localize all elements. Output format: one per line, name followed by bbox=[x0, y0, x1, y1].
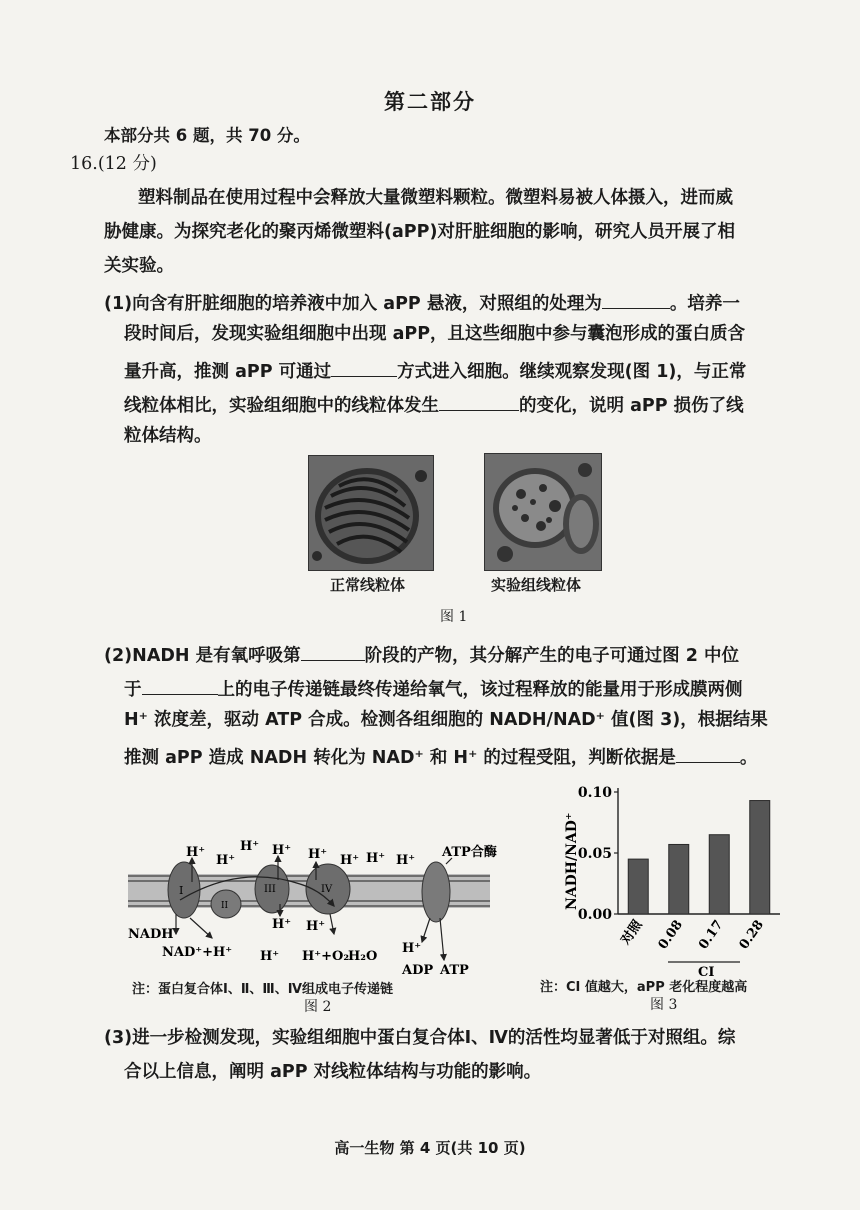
p1-line-1 bbox=[104, 288, 740, 316]
complex-4-label: IV bbox=[321, 884, 333, 895]
p2-text-d: 上的电子传递链最终传递给氧气，该过程释放的能量用于形成膜两侧 bbox=[217, 680, 743, 700]
experimental-mitochondria-label: 实验组线粒体 bbox=[491, 576, 582, 594]
bar-2 bbox=[669, 844, 689, 914]
figure-2-caption: 图 2 bbox=[304, 999, 332, 1015]
h-ion-label: H⁺ bbox=[216, 853, 236, 868]
h-ion-label: H⁺ bbox=[396, 853, 416, 868]
answer-blank-evidence[interactable] bbox=[676, 742, 740, 763]
p1-line-3 bbox=[124, 356, 746, 384]
intro-line-2: 胁健康。为探究老化的聚丙烯微塑料(aPP)对肝脏细胞的影响，研究人员开展了相 bbox=[104, 222, 735, 242]
p2-line-3: H⁺ 浓度差，驱动 ATP 合成。检测各组细胞的 NADH/NAD⁺ 值(图 3)，根据结果 bbox=[124, 710, 768, 730]
y-tick-label: 0.05 bbox=[577, 846, 612, 862]
h-ion-label: H⁺ bbox=[272, 917, 292, 932]
p2-line-1 bbox=[104, 640, 739, 668]
y-tick-label: 0.10 bbox=[577, 785, 612, 801]
answer-blank-respiration-stage[interactable] bbox=[301, 640, 365, 661]
h-ion-label: H⁺ bbox=[240, 839, 260, 854]
answer-blank-entry-method[interactable] bbox=[331, 356, 397, 377]
p2-text-a: (2)NADH 是有氧呼吸第 bbox=[104, 646, 301, 666]
p2-text-g: 。 bbox=[739, 748, 758, 768]
complex-1-shape bbox=[168, 862, 200, 918]
answer-blank-location[interactable] bbox=[142, 674, 218, 695]
page-footer: 高一生物 第 4 页(共 10 页) bbox=[334, 1139, 526, 1157]
atp-label: ATP bbox=[440, 963, 469, 978]
nadh-label: NADH bbox=[128, 927, 174, 942]
part-title: 第二部分 bbox=[384, 90, 476, 114]
bar-1 bbox=[628, 859, 648, 914]
p1-text-b: 。培养一 bbox=[669, 294, 740, 314]
y-tick-label: 0.00 bbox=[577, 907, 612, 923]
p2-text-b: 阶段的产物，其分解产生的电子可通过图 2 中位 bbox=[364, 646, 740, 666]
p3-line-1: (3)进一步检测发现，实验组细胞中蛋白复合体Ⅰ、Ⅳ的活性均显著低于对照组。综 bbox=[104, 1028, 736, 1048]
intro-line-1: 塑料制品在使用过程中会释放大量微塑料颗粒。微塑料易被人体摄入，进而威 bbox=[138, 188, 733, 208]
figure-2-note: 注：蛋白复合体Ⅰ、Ⅱ、Ⅲ、Ⅳ组成电子传递链 bbox=[132, 982, 393, 997]
h-o2-label: H⁺+O₂ bbox=[302, 949, 350, 964]
x-tick-label: 对照 bbox=[618, 917, 646, 948]
h-ion-label: H⁺ bbox=[402, 941, 422, 956]
answer-blank-mitochondria-change[interactable] bbox=[439, 390, 519, 411]
p1-line-2: 段时间后，发现实验组细胞中出现 aPP，且这些细胞中参与囊泡形成的蛋白质含 bbox=[124, 324, 746, 344]
complex-1-label: I bbox=[179, 884, 184, 897]
p1-text-f: 线粒体相比，实验组细胞中的线粒体发生 bbox=[124, 396, 439, 416]
question-points: (12 分) bbox=[97, 154, 157, 174]
h2o-label: H₂O bbox=[348, 949, 378, 964]
complex-2-label: II bbox=[221, 901, 229, 911]
figure-1-caption: 图 1 bbox=[440, 609, 468, 625]
h-ion-label: H⁺ bbox=[306, 919, 326, 934]
h-ion-label: H⁺ bbox=[366, 851, 386, 866]
h-ion-label: H⁺ bbox=[260, 949, 280, 964]
answer-blank-control-treatment[interactable] bbox=[602, 288, 670, 309]
p1-text-a: (1)向含有肝脏细胞的培养液中加入 aPP 悬液，对照组的处理为 bbox=[104, 294, 602, 314]
figure-3-caption: 图 3 bbox=[650, 997, 678, 1013]
bar-3 bbox=[709, 835, 729, 914]
p2-line-2 bbox=[124, 674, 743, 702]
part-note: 本部分共 6 题，共 70 分。 bbox=[104, 126, 310, 145]
question-number: 16. bbox=[70, 154, 98, 174]
electron-transport-chain-diagram bbox=[120, 834, 500, 984]
figure-3-note: 注：CI 值越大，aPP 老化程度越高 bbox=[540, 980, 748, 995]
normal-mitochondria-photo bbox=[308, 455, 434, 571]
h-ion-label: H⁺ bbox=[272, 843, 292, 858]
question-header bbox=[70, 152, 157, 176]
p2-text-c: 于 bbox=[124, 680, 142, 700]
p2-line-4 bbox=[124, 742, 757, 770]
adp-label: ADP bbox=[402, 963, 434, 978]
x-tick-label: 0.08 bbox=[655, 917, 687, 953]
p3-line-2: 合以上信息，阐明 aPP 对线粒体结构与功能的影响。 bbox=[124, 1062, 542, 1082]
atp-synthase-label: ATP合酶 bbox=[442, 845, 497, 860]
chart-x-axis-label: CI bbox=[698, 965, 715, 980]
atp-synthase-shape bbox=[422, 862, 450, 922]
chart-y-axis-label: NADH/NAD⁺ bbox=[564, 812, 580, 910]
experimental-mitochondria-photo bbox=[484, 453, 602, 571]
p1-text-d: 量升高，推测 aPP 可通过 bbox=[124, 362, 332, 382]
p1-line-5: 粒体结构。 bbox=[124, 426, 212, 446]
nadh-ratio-bar-chart bbox=[550, 770, 790, 980]
p1-line-4 bbox=[124, 390, 744, 418]
h-ion-label: H⁺ bbox=[186, 845, 206, 860]
p1-text-e: 方式进入细胞。继续观察发现(图 1)，与正常 bbox=[397, 362, 747, 382]
intro-line-3: 关实验。 bbox=[104, 256, 174, 276]
h-ion-label: H⁺ bbox=[308, 847, 328, 862]
normal-mitochondria-label: 正常线粒体 bbox=[330, 576, 406, 594]
p2-text-f: 推测 aPP 造成 NADH 转化为 NAD⁺ 和 H⁺ 的过程受阻，判断依据是 bbox=[124, 748, 676, 768]
complex-3-label: III bbox=[264, 884, 276, 895]
p1-text-g: 的变化，说明 aPP 损伤了线 bbox=[519, 396, 744, 416]
bar-4 bbox=[750, 801, 770, 914]
nad-h-label: NAD⁺+H⁺ bbox=[162, 945, 233, 960]
x-tick-label: 0.17 bbox=[696, 917, 727, 953]
h-ion-label: H⁺ bbox=[340, 853, 360, 868]
x-tick-label: 0.28 bbox=[736, 917, 768, 953]
